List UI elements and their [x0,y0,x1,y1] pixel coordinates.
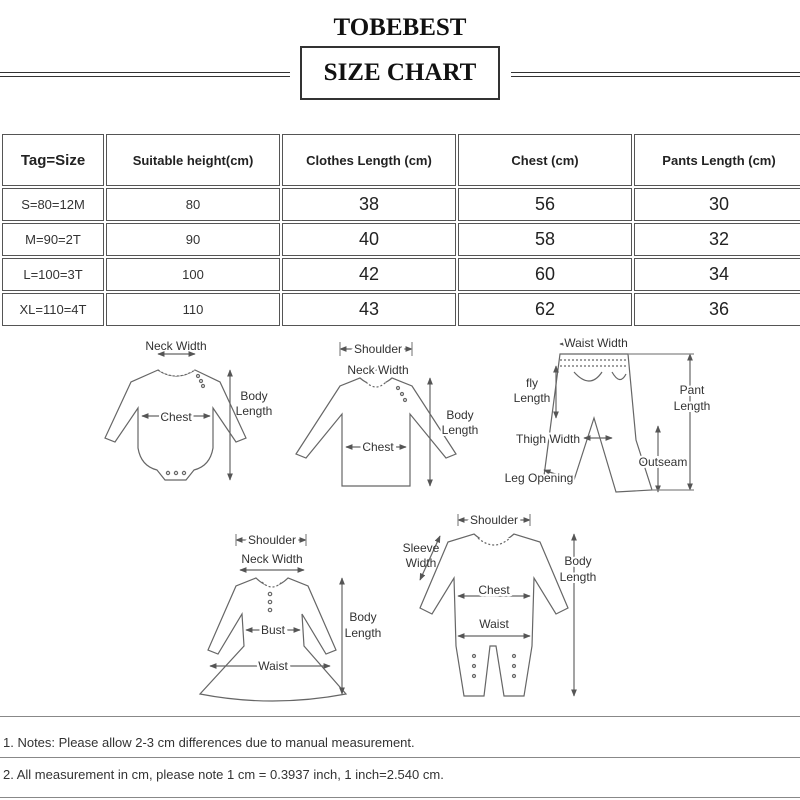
label-waist: Waist [479,617,509,631]
cell-pants-length: 36 [634,293,800,326]
cell-pants-length: 30 [634,188,800,221]
label-shoulder: Shoulder [469,513,519,527]
cell-chest: 62 [458,293,632,326]
brand-title: TOBEBEST [333,14,467,41]
label-body: Body [349,610,377,624]
label-width: Width [405,556,437,570]
header-tag-size: Tag=Size [2,134,104,186]
label-thigh-width: Thigh Width [515,432,581,446]
cell-chest: 56 [458,188,632,221]
measurement-diagrams [0,330,800,708]
note-2: 2. All measurement in cm, please note 1 cm = 0.3937 inch, 1 inch=2.540 cm. [3,767,444,782]
cell-chest: 58 [458,223,632,256]
notes-divider [0,757,800,758]
label-neck-width: Neck Width [241,552,303,566]
label-neck-width: Neck Width [347,363,409,377]
label-length: Length [235,404,273,418]
label-bust: Bust [260,623,286,637]
label-neck-width: Neck Width [145,339,207,353]
label-chest: Chest [478,583,510,597]
label-length: Length [344,626,382,640]
cell-tag: M=90=2T [2,223,104,256]
table-row [2,258,800,291]
label-length: Length [673,399,711,413]
cell-tag: L=100=3T [2,258,104,291]
label-outseam: Outseam [638,455,688,469]
table-row [2,188,800,221]
label-waist-width: Waist Width [564,336,628,350]
label-leg-opening: Leg Opening [504,471,574,485]
label-waist: Waist [258,659,288,673]
label-chest: Chest [160,410,192,424]
cell-height: 80 [106,188,280,221]
label-shoulder: Shoulder [247,533,297,547]
size-table [0,132,800,328]
label-length: Length [441,423,479,437]
cell-chest: 60 [458,258,632,291]
cell-clothes-length: 40 [282,223,456,256]
header-clothes-length: Clothes Length (cm) [282,134,456,186]
romper-illustration [420,514,574,696]
label-chest: Chest [362,440,394,454]
left-decor-line [0,72,290,77]
label-length: Length [559,570,597,584]
label-body: Body [564,554,592,568]
table-row [2,223,800,256]
notes-divider [0,716,800,717]
cell-clothes-length: 43 [282,293,456,326]
table-header-row [2,134,800,186]
label-pant: Pant [679,383,705,397]
cell-height: 100 [106,258,280,291]
cell-clothes-length: 38 [282,188,456,221]
note-1: 1. Notes: Please allow 2-3 cm differences due to manual measurement. [3,735,415,750]
cell-tag: XL=110=4T [2,293,104,326]
cell-clothes-length: 42 [282,258,456,291]
notes-divider [0,797,800,798]
label-sleeve: Sleeve [402,541,440,555]
pants-illustration [544,344,694,492]
label-length: Length [513,391,551,405]
cell-pants-length: 34 [634,258,800,291]
header-pants-length: Pants Length (cm) [634,134,800,186]
cell-height: 110 [106,293,280,326]
label-body: Body [240,389,268,403]
cell-tag: S=80=12M [2,188,104,221]
header-suitable-height: Suitable height(cm) [106,134,280,186]
table-row [2,293,800,326]
label-fly: fly [526,376,538,390]
cell-height: 90 [106,223,280,256]
cell-pants-length: 32 [634,223,800,256]
label-body: Body [446,408,474,422]
right-decor-line [511,72,800,77]
header-chest: Chest (cm) [458,134,632,186]
size-chart-title: SIZE CHART [300,46,500,100]
label-shoulder: Shoulder [353,342,403,356]
